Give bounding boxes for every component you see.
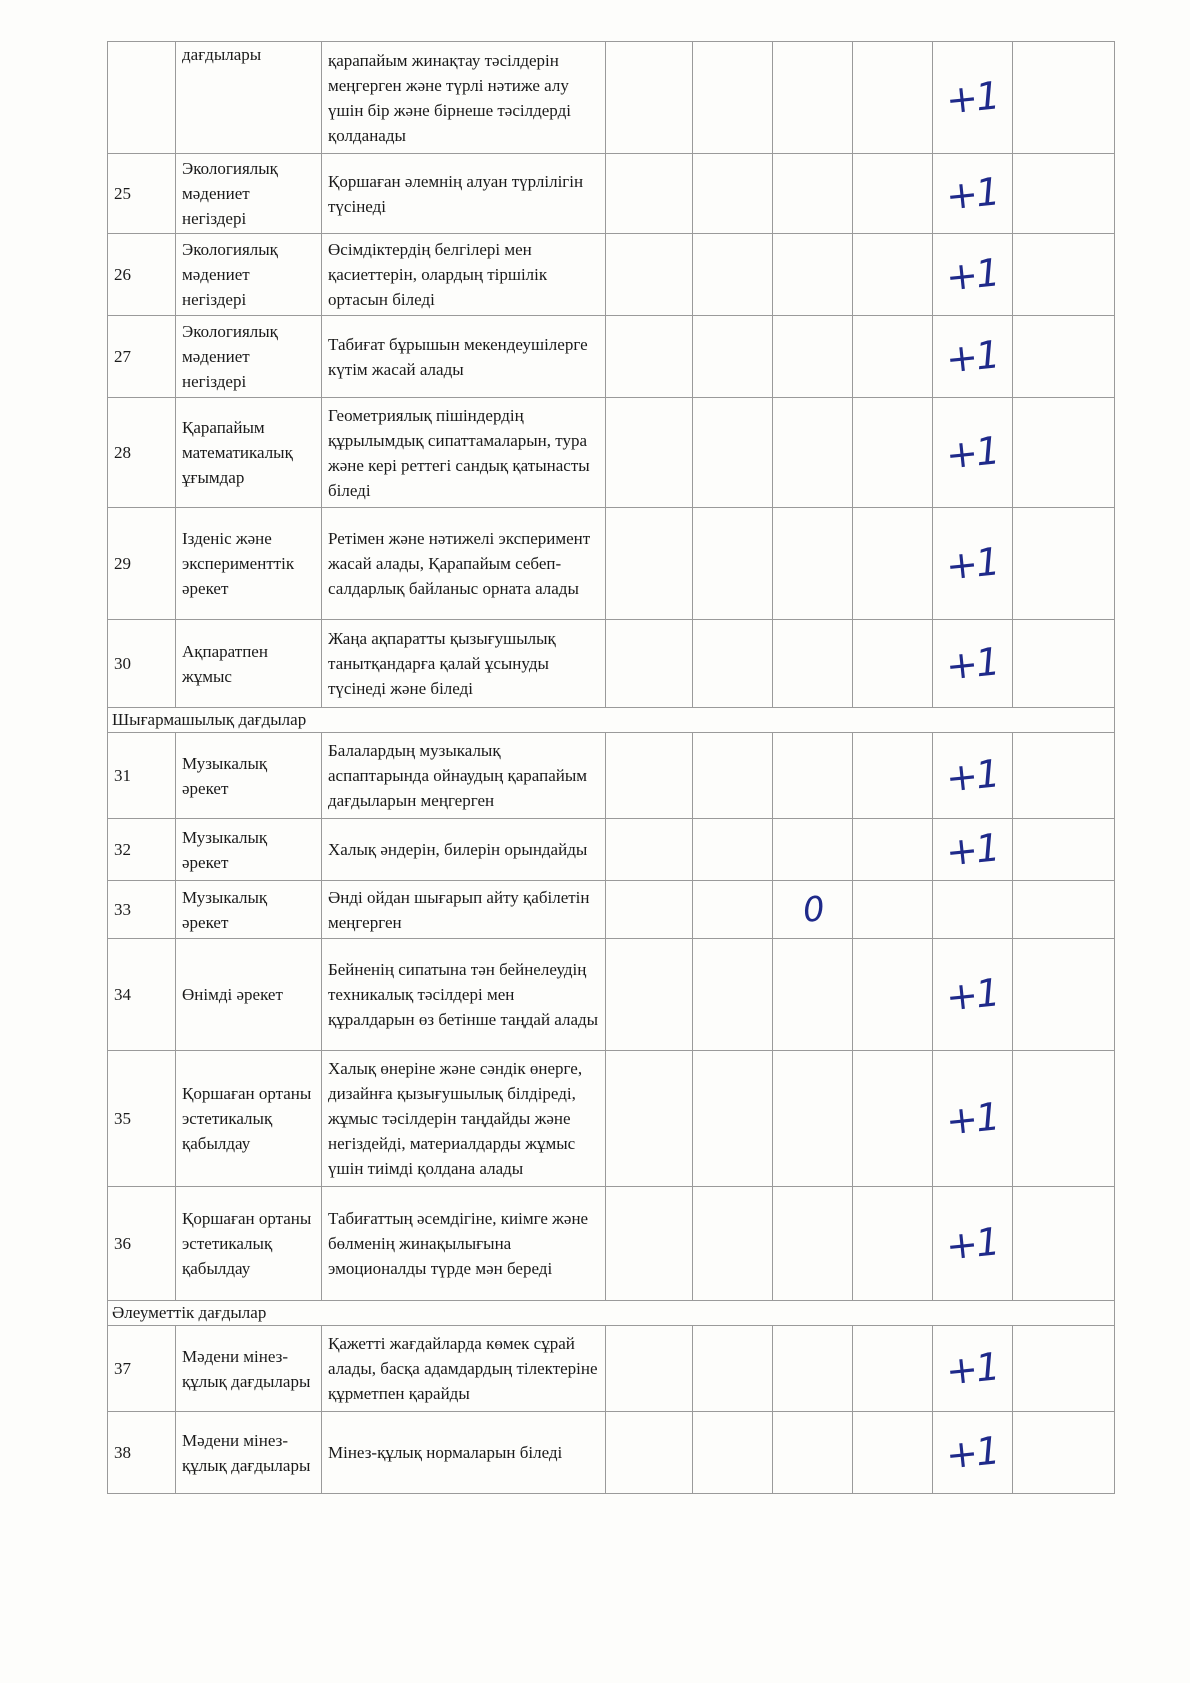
score-cell xyxy=(773,939,853,1051)
table-row xyxy=(108,398,1115,508)
handwritten-mark: +1 xyxy=(933,1326,1013,1412)
handwritten-mark: +1 xyxy=(933,1412,1013,1494)
score-cell xyxy=(1013,42,1115,154)
score-cell xyxy=(853,234,933,316)
section-title-creative: Шығармашылық дағдылар xyxy=(108,708,1115,733)
score-cell xyxy=(1013,881,1115,939)
score-cell xyxy=(1013,620,1115,708)
section-header-row xyxy=(108,1301,1115,1326)
score-cell xyxy=(773,154,853,234)
score-cell xyxy=(606,620,693,708)
score-cell xyxy=(606,508,693,620)
score-cell xyxy=(773,42,853,154)
handwritten-mark: +1 xyxy=(933,316,1013,398)
score-cell xyxy=(693,881,773,939)
skill-description: Ретімен және нәтижелі эксперимент жасай алады, Қарапайым себеп-салдарлық байланыс орната алады xyxy=(322,508,606,620)
handwritten-mark: +1 xyxy=(933,398,1013,508)
score-cell xyxy=(1013,316,1115,398)
table-row xyxy=(108,508,1115,620)
score-cell xyxy=(1013,1051,1115,1187)
score-cell xyxy=(1013,1326,1115,1412)
skill-description: Қоршаған әлемнің алуан түрлілігін түсінеді xyxy=(322,154,606,234)
score-cell xyxy=(606,819,693,881)
table-row xyxy=(108,733,1115,819)
skill-description: Бейненің сипатына тән бейнелеудің техникалық тәсілдері мен құралдарын өз бетінше таңдай алады xyxy=(322,939,606,1051)
score-cell xyxy=(1013,1412,1115,1494)
table-row xyxy=(108,1187,1115,1301)
score-cell xyxy=(606,881,693,939)
score-cell xyxy=(1013,1187,1115,1301)
skill-area: Экологиялық мәдениет негіздері xyxy=(176,154,322,234)
row-number: 36 xyxy=(108,1187,176,1301)
row-number: 37 xyxy=(108,1326,176,1412)
skill-description: Жаңа ақпаратты қызығушылық танытқандарға қалай ұсынуды түсінеді және біледі xyxy=(322,620,606,708)
score-cell xyxy=(606,1326,693,1412)
score-cell xyxy=(606,1187,693,1301)
skill-area: дағдылары xyxy=(176,42,322,154)
score-cell xyxy=(1013,819,1115,881)
score-cell xyxy=(853,620,933,708)
score-cell xyxy=(693,939,773,1051)
table-row xyxy=(108,1051,1115,1187)
skill-area: Қарапайым математикалық ұғымдар xyxy=(176,398,322,508)
score-cell xyxy=(693,1412,773,1494)
skill-description: Табиғаттың әсемдігіне, киімге және бөлменің жинақылығына эмоционалды түрде мән береді xyxy=(322,1187,606,1301)
skill-description: қарапайым жинақтау тәсілдерін меңгерген және түрлі нәтиже алу үшін бір және бірнеше тәсілдерді қолданады xyxy=(322,42,606,154)
score-cell xyxy=(773,819,853,881)
skill-area: Өнімді әрекет xyxy=(176,939,322,1051)
score-cell xyxy=(773,733,853,819)
table-row xyxy=(108,154,1115,234)
table-row xyxy=(108,42,1115,154)
handwritten-mark: +1 xyxy=(933,154,1013,234)
handwritten-mark: +1 xyxy=(933,819,1013,881)
skill-description: Табиғат бұрышын мекендеушілерге күтім жасай алады xyxy=(322,316,606,398)
score-cell xyxy=(773,1051,853,1187)
row-number: 33 xyxy=(108,881,176,939)
score-cell xyxy=(853,316,933,398)
score-cell xyxy=(606,733,693,819)
table-row xyxy=(108,939,1115,1051)
skill-description: Қажетті жағдайларда көмек сұрай алады, басқа адамдардың тілектеріне құрметпен қарайды xyxy=(322,1326,606,1412)
score-cell xyxy=(693,398,773,508)
score-cell xyxy=(693,1187,773,1301)
score-cell xyxy=(606,1412,693,1494)
skill-area: Қоршаған ортаны эстетикалық қабылдау xyxy=(176,1051,322,1187)
table-row xyxy=(108,1326,1115,1412)
row-number: 32 xyxy=(108,819,176,881)
score-cell xyxy=(853,398,933,508)
row-number xyxy=(108,42,176,154)
score-cell xyxy=(933,881,1013,939)
handwritten-zero-mark: 0 xyxy=(773,881,853,939)
score-cell xyxy=(606,234,693,316)
score-cell xyxy=(693,234,773,316)
skill-description: Геометриялық пішіндердің құрылымдық сипаттамаларын, тура және кері реттегі сандық қатынасты біледі xyxy=(322,398,606,508)
row-number: 29 xyxy=(108,508,176,620)
skill-area: Музыкалық әрекет xyxy=(176,881,322,939)
table-row xyxy=(108,881,1115,939)
row-number: 28 xyxy=(108,398,176,508)
score-cell xyxy=(693,819,773,881)
score-cell xyxy=(606,1051,693,1187)
row-number: 34 xyxy=(108,939,176,1051)
score-cell xyxy=(1013,939,1115,1051)
score-cell xyxy=(853,1412,933,1494)
row-number: 31 xyxy=(108,733,176,819)
score-cell xyxy=(853,1326,933,1412)
assessment-table xyxy=(107,41,1115,1494)
score-cell xyxy=(606,316,693,398)
score-cell xyxy=(853,1051,933,1187)
skill-area: Экологиялық мәдениет негіздері xyxy=(176,234,322,316)
score-cell xyxy=(606,154,693,234)
score-cell xyxy=(853,881,933,939)
handwritten-mark: +1 xyxy=(933,620,1013,708)
skill-area: Ақпаратпен жұмыс xyxy=(176,620,322,708)
row-number: 35 xyxy=(108,1051,176,1187)
score-cell xyxy=(1013,398,1115,508)
skill-description: Балалардың музыкалық аспаптарында ойнаудың қарапайым дағдыларын меңгерген xyxy=(322,733,606,819)
table-row xyxy=(108,316,1115,398)
score-cell xyxy=(693,733,773,819)
score-cell xyxy=(773,1326,853,1412)
score-cell xyxy=(606,398,693,508)
skill-area: Музыкалық әрекет xyxy=(176,733,322,819)
skill-area: Мәдени мінез-құлық дағдылары xyxy=(176,1412,322,1494)
skill-area: Музыкалық әрекет xyxy=(176,819,322,881)
score-cell xyxy=(693,1326,773,1412)
skill-area: Ізденіс және эксперименттік әрекет xyxy=(176,508,322,620)
table-row xyxy=(108,620,1115,708)
handwritten-mark: +1 xyxy=(933,733,1013,819)
handwritten-mark: +1 xyxy=(933,234,1013,316)
score-cell xyxy=(853,1187,933,1301)
handwritten-mark: +1 xyxy=(933,508,1013,620)
score-cell xyxy=(693,154,773,234)
skill-area: Экологиялық мәдениет негіздері xyxy=(176,316,322,398)
score-cell xyxy=(606,939,693,1051)
score-cell xyxy=(853,733,933,819)
score-cell xyxy=(1013,733,1115,819)
handwritten-mark: +1 xyxy=(933,42,1013,154)
table-row xyxy=(108,819,1115,881)
score-cell xyxy=(693,508,773,620)
score-cell xyxy=(853,939,933,1051)
skill-area: Қоршаған ортаны эстетикалық қабылдау xyxy=(176,1187,322,1301)
skill-area: Мәдени мінез-құлық дағдылары xyxy=(176,1326,322,1412)
skill-description: Халық әндерін, билерін орындайды xyxy=(322,819,606,881)
table-row xyxy=(108,1412,1115,1494)
row-number: 25 xyxy=(108,154,176,234)
score-cell xyxy=(773,508,853,620)
section-title-social: Әлеуметтік дағдылар xyxy=(108,1301,1115,1326)
score-cell xyxy=(853,42,933,154)
skill-description: Өсімдіктердің белгілері мен қасиеттерін, олардың тіршілік ортасын біледі xyxy=(322,234,606,316)
handwritten-mark: +1 xyxy=(933,939,1013,1051)
skill-description: Әнді ойдан шығарып айту қабілетін меңгерген xyxy=(322,881,606,939)
score-cell xyxy=(773,234,853,316)
handwritten-mark: +1 xyxy=(933,1187,1013,1301)
score-cell xyxy=(1013,508,1115,620)
row-number: 26 xyxy=(108,234,176,316)
score-cell xyxy=(773,398,853,508)
section-header-row xyxy=(108,708,1115,733)
score-cell xyxy=(853,508,933,620)
score-cell xyxy=(693,1051,773,1187)
score-cell xyxy=(773,1187,853,1301)
handwritten-mark: +1 xyxy=(933,1051,1013,1187)
score-cell xyxy=(773,316,853,398)
row-number: 30 xyxy=(108,620,176,708)
score-cell xyxy=(1013,234,1115,316)
row-number: 27 xyxy=(108,316,176,398)
score-cell xyxy=(773,620,853,708)
score-cell xyxy=(693,620,773,708)
score-cell xyxy=(1013,154,1115,234)
row-number: 38 xyxy=(108,1412,176,1494)
table-row xyxy=(108,234,1115,316)
score-cell xyxy=(853,819,933,881)
score-cell xyxy=(773,1412,853,1494)
score-cell xyxy=(693,316,773,398)
score-cell xyxy=(853,154,933,234)
skill-description: Халық өнеріне және сәндік өнерге, дизайнға қызығушылық білдіреді, жұмыс тәсілдерін таңдайды және негіздейді, материалдарды жұмыс үшін тиімді қолдана алады xyxy=(322,1051,606,1187)
skill-description: Мінез-құлық нормаларын біледі xyxy=(322,1412,606,1494)
score-cell xyxy=(693,42,773,154)
score-cell xyxy=(606,42,693,154)
